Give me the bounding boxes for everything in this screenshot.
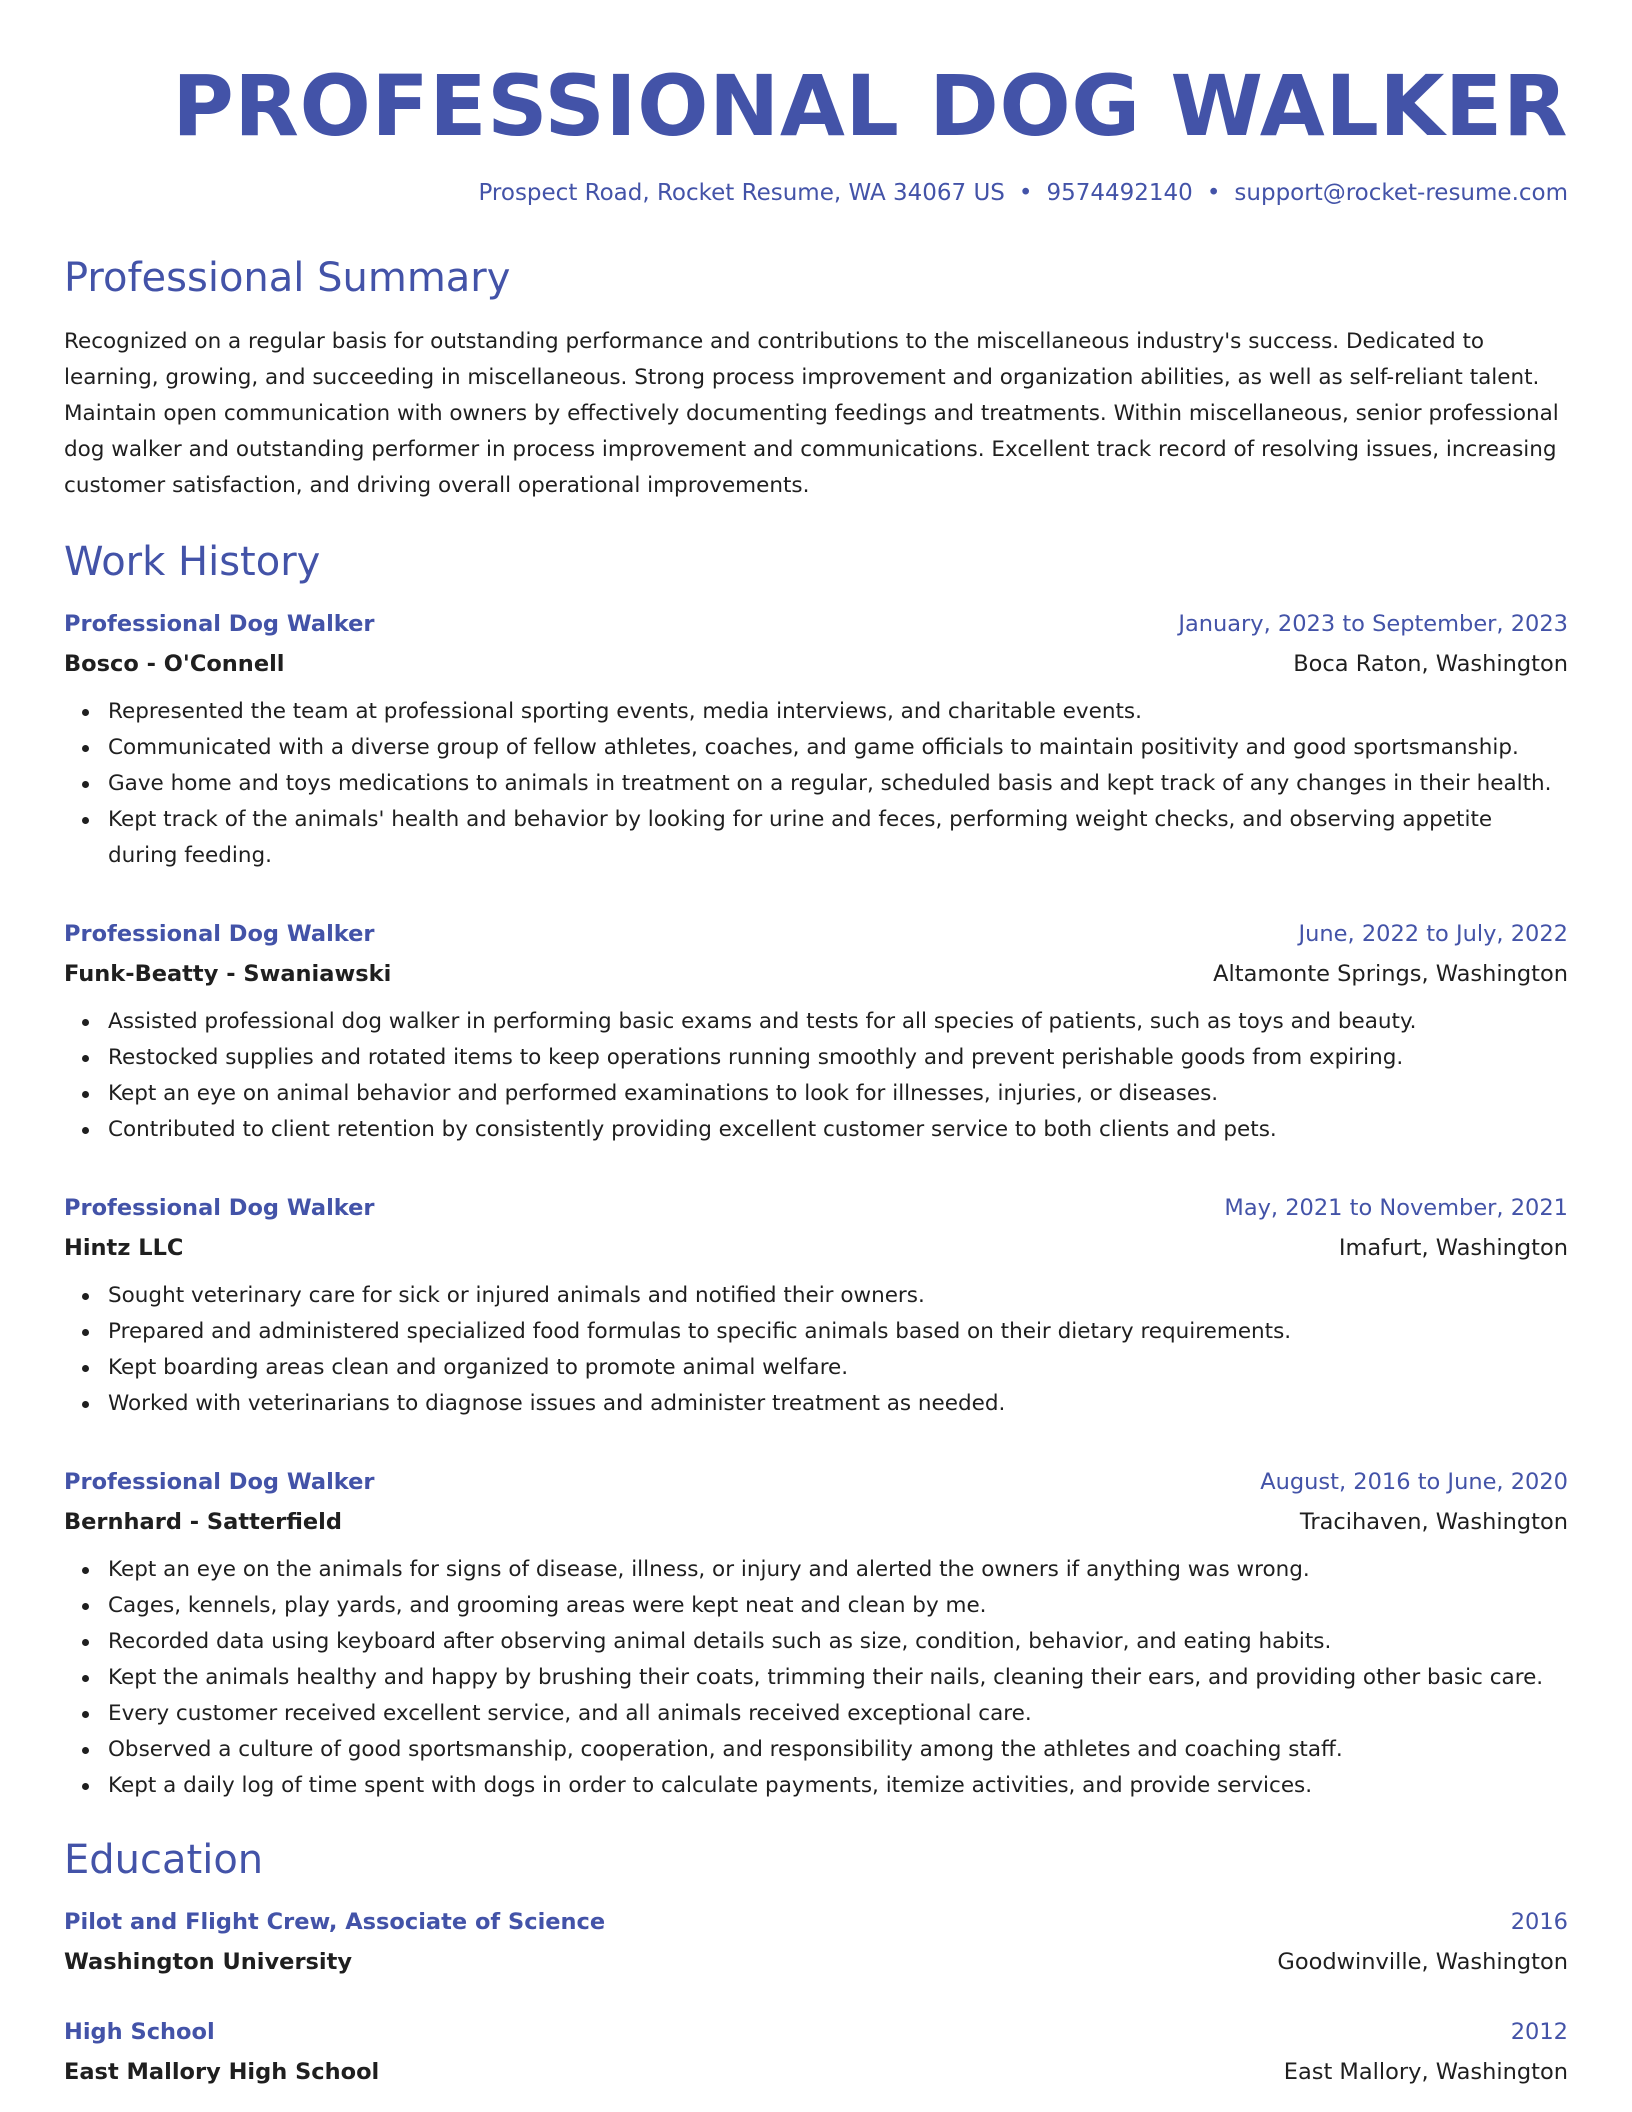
job-bullet: Represented the team at professional sporting events, media interviews, and charitable events.	[108, 694, 1568, 730]
job-entry	[64, 604, 1568, 874]
education-degree: Pilot and Flight Crew, Associate of Science	[64, 1909, 606, 1935]
job-bullet: Observed a culture of good sportsmanship, cooperation, and responsibility among the athletes and coaching staff.	[108, 1732, 1568, 1768]
job-bullets	[64, 1004, 1568, 1148]
job-company: Funk-Beatty - Swaniawski	[64, 961, 392, 987]
job-company: Bosco - O'Connell	[64, 651, 285, 677]
work-history-heading: Work History	[64, 539, 321, 585]
contact-separator: •	[1206, 180, 1221, 206]
job-bullet: Kept boarding areas clean and organized to promote animal welfare.	[108, 1350, 1568, 1386]
job-bullet: Contributed to client retention by consistently providing excellent customer service to both clients and pets.	[108, 1112, 1568, 1148]
contact-phone: 9574492140	[1046, 180, 1193, 206]
candidate-name: PROFESSIONAL DOG WALKER	[172, 57, 1568, 155]
education-heading: Education	[64, 1837, 264, 1883]
education-school: East Mallory High School	[64, 2059, 380, 2085]
resume-header	[64, 58, 1568, 206]
job-dates: June, 2022 to July, 2022	[1298, 921, 1568, 947]
education-year: 2012	[1510, 2019, 1568, 2045]
job-dates: May, 2021 to November, 2021	[1224, 1195, 1568, 1221]
job-bullet: Recorded data using keyboard after observing animal details such as size, condition, behavior, and eating habits.	[108, 1624, 1568, 1660]
education-degree: High School	[64, 2019, 215, 2045]
contact-address: Prospect Road, Rocket Resume, WA 34067 US	[478, 180, 1005, 206]
job-bullet: Kept an eye on animal behavior and performed examinations to look for illnesses, injuries, or diseases.	[108, 1076, 1568, 1112]
job-title: Professional Dog Walker	[64, 1195, 375, 1221]
contact-separator: •	[1018, 180, 1033, 206]
job-entry	[64, 1188, 1568, 1422]
job-bullet: Restocked supplies and rotated items to keep operations running smoothly and prevent perishable goods from expiring.	[108, 1040, 1568, 1076]
job-location: Boca Raton, Washington	[1293, 651, 1568, 677]
education-entry	[64, 1902, 1568, 1982]
job-bullet: Every customer received excellent service, and all animals received exceptional care.	[108, 1696, 1568, 1732]
job-location: Altamonte Springs, Washington	[1213, 961, 1568, 987]
job-bullet: Worked with veterinarians to diagnose issues and administer treatment as needed.	[108, 1386, 1568, 1422]
job-bullet: Kept an eye on the animals for signs of disease, illness, or injury and alerted the owners if anything was wrong.	[108, 1552, 1568, 1588]
contact-email[interactable]: support@rocket-resume.com	[1234, 180, 1568, 206]
job-location: Imafurt, Washington	[1338, 1235, 1568, 1261]
summary-text: Recognized on a regular basis for outstanding performance and contributions to the miscellaneous industry's success. Dedicated to learning, growing, and succeeding in miscellaneous. Strong process improvement and organization abilities, as well as self-reliant talent. Maintain open communication with owners by effectively documenting feedings and treatments. Within miscellaneous, senior professional dog walker and outstanding performer in process improvement and communications. Excellent track record of resolving issues, increasing customer satisfaction, and driving overall operational improvements.	[64, 329, 1559, 498]
job-bullets	[64, 694, 1568, 874]
job-entry	[64, 1462, 1568, 1804]
job-bullet: Cages, kennels, play yards, and grooming areas were kept neat and clean by me.	[108, 1588, 1568, 1624]
job-bullet: Kept track of the animals' health and behavior by looking for urine and feces, performing weight checks, and observing appetite during feeding.	[108, 802, 1568, 874]
education-location: Goodwinville, Washington	[1277, 1949, 1568, 1975]
job-bullet: Kept a daily log of time spent with dogs in order to calculate payments, itemize activities, and provide services.	[108, 1768, 1568, 1804]
education-entry	[64, 2012, 1568, 2092]
education-school: Washington University	[64, 1949, 353, 1975]
job-dates: August, 2016 to June, 2020	[1260, 1469, 1568, 1495]
job-bullet: Communicated with a diverse group of fellow athletes, coaches, and game officials to maintain positivity and good sportsmanship.	[108, 730, 1568, 766]
job-entry	[64, 914, 1568, 1148]
summary-heading: Professional Summary	[64, 255, 511, 301]
contact-line	[64, 180, 1568, 206]
job-location: Tracihaven, Washington	[1299, 1509, 1568, 1535]
job-title: Professional Dog Walker	[64, 921, 375, 947]
job-bullet: Sought veterinary care for sick or injured animals and notified their owners.	[108, 1278, 1568, 1314]
job-company: Bernhard - Satterfield	[64, 1509, 342, 1535]
job-title: Professional Dog Walker	[64, 611, 375, 637]
job-bullets	[64, 1552, 1568, 1804]
job-bullets	[64, 1278, 1568, 1422]
job-bullet: Assisted professional dog walker in performing basic exams and tests for all species of patients, such as toys and beauty.	[108, 1004, 1568, 1040]
job-company: Hintz LLC	[64, 1235, 184, 1261]
job-bullet: Kept the animals healthy and happy by brushing their coats, trimming their nails, cleaning their ears, and providing other basic care.	[108, 1660, 1568, 1696]
job-title: Professional Dog Walker	[64, 1469, 375, 1495]
education-location: East Mallory, Washington	[1283, 2059, 1568, 2085]
education-year: 2016	[1510, 1909, 1568, 1935]
job-bullet: Gave home and toys medications to animals in treatment on a regular, scheduled basis and kept track of any changes in their health.	[108, 766, 1568, 802]
job-dates: January, 2023 to September, 2023	[1178, 611, 1568, 637]
job-bullet: Prepared and administered specialized food formulas to specific animals based on their dietary requirements.	[108, 1314, 1568, 1350]
